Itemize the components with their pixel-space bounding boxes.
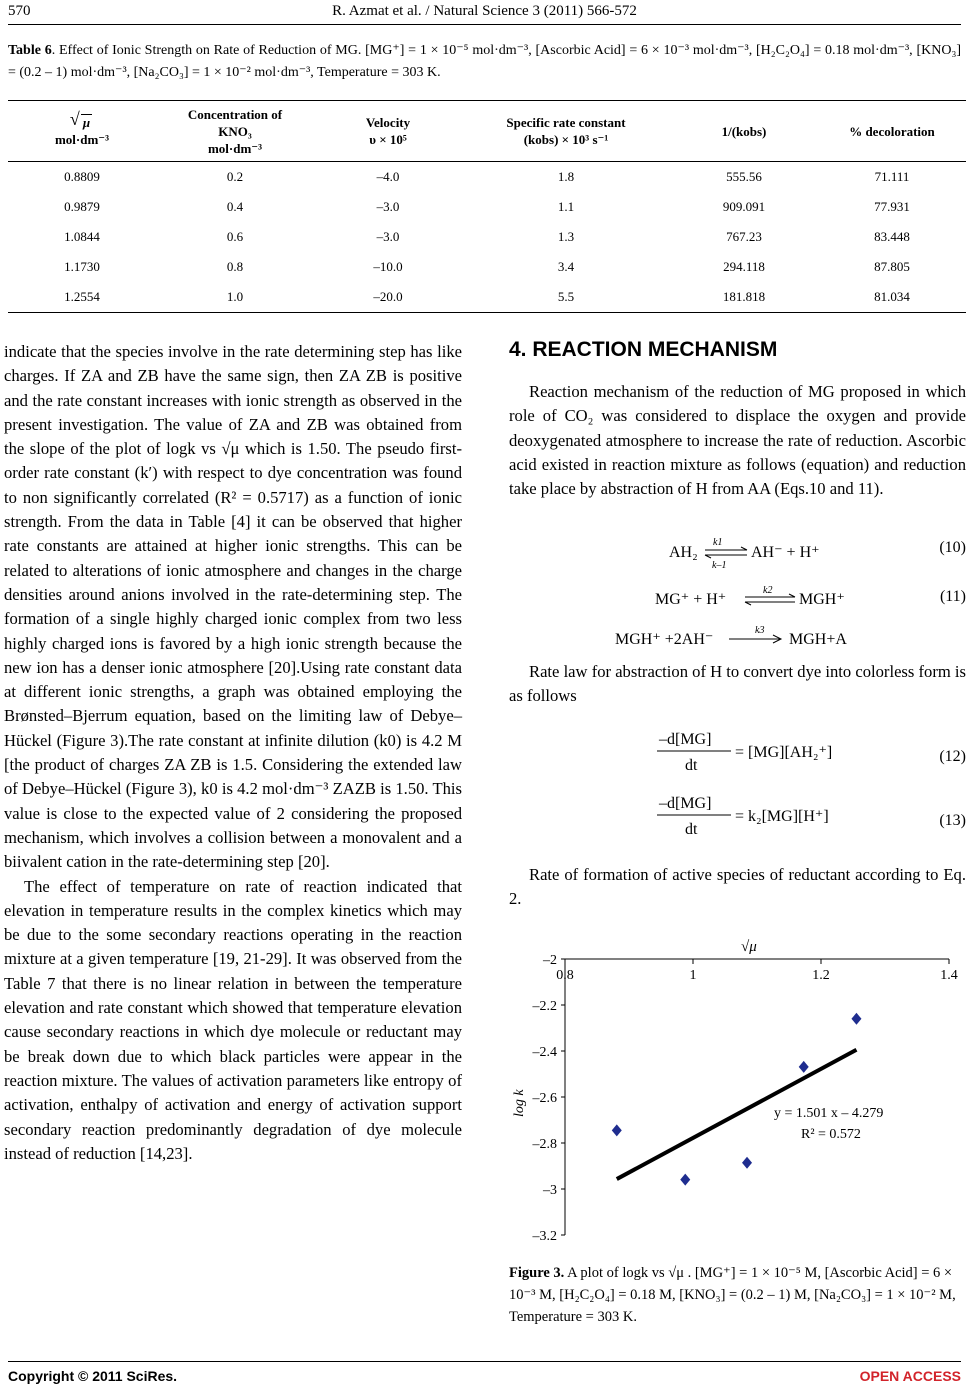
col-kno3: Concentration of KNO₃ mol·dm⁻³ xyxy=(156,101,314,162)
equation-12: –d[MG] dt = [MG][AH₂⁺] (12) xyxy=(659,731,966,774)
copyright: Copyright © 2011 SciRes. xyxy=(8,1368,178,1384)
page-header xyxy=(8,0,961,24)
table-caption-label: Table 6 xyxy=(8,43,52,58)
table-cell: 1.0844 xyxy=(64,229,100,244)
table-cell: 0.6 xyxy=(226,229,244,244)
data-point xyxy=(680,1174,690,1186)
table-row xyxy=(8,252,966,282)
table-cell: 83.448 xyxy=(874,229,910,244)
data-point xyxy=(851,1013,861,1025)
y-tick-label: –2.2 xyxy=(532,999,557,1014)
table-cell: –3.0 xyxy=(376,229,400,244)
section-paragraph-3: Rate of formation of active species of reductant according to Eq. 2. xyxy=(509,865,966,909)
table-caption xyxy=(8,40,961,84)
y-tick-label: –2.6 xyxy=(532,1091,557,1106)
table-row xyxy=(8,192,966,222)
table-cell: 181.818 xyxy=(670,282,818,313)
table-cell: 0.8809 xyxy=(64,169,100,184)
col-rate-constant: Specific rate constant (kobs) × 10³ s⁻¹ xyxy=(462,101,670,162)
figure-3-caption xyxy=(509,1262,966,1328)
svg-text:dt: dt xyxy=(685,757,698,774)
left-column xyxy=(4,340,462,1166)
y-tick-label: –2.8 xyxy=(532,1137,557,1152)
svg-text:MGH⁺ +2AH⁻: MGH⁺ +2AH⁻ xyxy=(615,631,714,648)
table-cell: 767.23 xyxy=(726,229,762,244)
table-header-row xyxy=(8,101,966,162)
svg-text:dt: dt xyxy=(685,821,698,838)
figure-3-text: A plot of logk vs √μ . [MG⁺] = 1 × 10⁻⁵ M, [Ascorbic Acid] = 6 × 10⁻³ M, [H₂C₂O₄] = 0.18 M, [KNO₃] = (0.2 – 1) M, [Na₂CO₃] = 1 × 10⁻² M, Temperature = 303 K. xyxy=(509,1265,956,1325)
x-tick-label: 1 xyxy=(689,968,697,983)
table-row xyxy=(8,162,966,193)
section-title: 4. REACTION MECHANISM xyxy=(509,338,778,361)
y-tick-label: –3 xyxy=(543,1183,557,1198)
col-decoloration: % decoloration xyxy=(818,101,966,162)
table-cell: 0.8 xyxy=(226,259,244,274)
x-tick-label: 1.4 xyxy=(940,968,958,983)
equation-13: –d[MG] dt = k₂[MG][H⁺] (13) xyxy=(659,795,966,838)
top-axis-label: √μ xyxy=(741,939,757,955)
table-cell: 3.4 xyxy=(557,259,575,274)
section-paragraph-2: Rate law for abstraction of H to convert dye into colorless form is as follows xyxy=(509,662,966,706)
table-cell: –20.0 xyxy=(314,282,462,313)
table-cell: 87.805 xyxy=(874,259,910,274)
svg-text:k1: k1 xyxy=(713,537,723,548)
table-cell: –3.0 xyxy=(376,199,400,214)
table-cell: 0.4 xyxy=(226,199,244,214)
svg-text:k2: k2 xyxy=(763,585,773,596)
page-number: 570 xyxy=(8,3,31,19)
y-tick-label: –2.4 xyxy=(532,1045,557,1060)
svg-text:MGH⁺: MGH⁺ xyxy=(799,591,845,608)
journal-citation: R. Azmat et al. / Natural Science 3 (2011) 566-572 xyxy=(332,3,637,19)
table-cell: 1.1730 xyxy=(64,259,100,274)
svg-text:= k₂[MG][H⁺]: = k₂[MG][H⁺] xyxy=(735,808,829,825)
y-tick-label: –3.2 xyxy=(532,1229,557,1244)
svg-text:= [MG][AH₂⁺]: = [MG][AH₂⁺] xyxy=(735,744,833,761)
svg-text:MGH+A: MGH+A xyxy=(789,631,847,648)
x-tick-label: 0.8 xyxy=(556,968,574,983)
data-point xyxy=(799,1061,809,1073)
table-row xyxy=(8,222,966,252)
data-point xyxy=(742,1157,752,1169)
svg-text:MG⁺ + H⁺: MG⁺ + H⁺ xyxy=(655,591,727,608)
left-paragraph-2: The effect of temperature on rate of reaction indicated that elevation in temperature results in the complex kinetics which may be due to the some secondary reactions operating in the reaction mixture at a given temperature [19, 21-29]. It was observed from the Table 7 that there is no linear relation in between the temperature elevation and rate constant which showed that temperature elevation cause secondary reactions in which dye molecule or reductant may be break down due to which black particles were appear in the reaction mixture. The values of activation parameters like entropy of activation, enthalpy of activation and energy of activation support secondary reaction predominantly degradation of dye molecule instead of reduction [14,23]. xyxy=(4,876,462,1163)
table-cell: 1.2554 xyxy=(8,282,156,313)
table-cell: 1.1 xyxy=(557,199,575,214)
open-access-label: OPEN ACCESS xyxy=(859,1368,961,1384)
table-cell: 294.118 xyxy=(723,259,765,274)
equation-11b xyxy=(509,624,966,652)
figure-3-label: Figure 3. xyxy=(509,1265,565,1281)
figure-3-chart xyxy=(509,935,966,1255)
x-tick-label: 1.2 xyxy=(812,968,830,983)
y-axis-label: log k xyxy=(512,1089,527,1117)
table-cell: –4.0 xyxy=(376,169,400,184)
table-cell: 81.034 xyxy=(818,282,966,313)
svg-text:–d[MG]: –d[MG] xyxy=(659,795,712,812)
table-cell: 555.56 xyxy=(726,169,762,184)
svg-text:–d[MG]: –d[MG] xyxy=(659,731,712,748)
table-cell: 5.5 xyxy=(462,282,670,313)
equation-11: MG⁺ + H⁺ k2 MGH⁺ (11) xyxy=(655,585,966,608)
col-sqrt-mu: √ μ mol·dm⁻³ xyxy=(8,101,156,162)
table-caption-text: . Effect of Ionic Strength on Rate of Reduction of MG. [MG⁺] = 1 × 10⁻⁵ mol·dm⁻³, [Ascorbic Acid] = 6 × 10⁻³ mol·dm⁻³, [H₂C₂O₄] = 0.18 mol·dm⁻³, [KNO₃] = (0.2 – 1) mol·dm⁻³, [Na₂CO₃] = 1 × 10⁻² mol·dm⁻³, Temperature = 303 K. xyxy=(8,43,961,80)
left-paragraph-1: indicate that the species involve in the rate determining step has like charges. If ZA and ZB have the same sign, then ZA ZB is positive and the rate constant increases with ionic strength as observed in the present investigation. The value of ZA and ZB was obtained from the slope of the plot of logk vs √μ which is 1.50. The pseudo first-order rate constant (k′) with respect to dye concentration was found to non significantly correlated (R² = 0.5717) as a function of ionic strength. From the data in Table [4] it can be observed that higher rate constants are attained at higher ionic strengths. This can be related to alterations of ionic atmosphere and changes in the charge densities around anions involved in the rate-determining step. The formation of a single highly charged ionic complex from two less highly charged ions is favored by a high ionic strength because the new ion has a denser ionic atmosphere [20].Using rate constant data at different ionic strengths, a graph was obtained employing the Brønsted–Bjerrum equation, based on the limiting law of Debye–Hückel (Figure 3).The rate constant at infinite dilution (k0) is 4.2 M [the product of charges ZA ZB is 1.5. Considering the extended law of Debye–Hückel (Figure 3), k0 is 4.2 mol·dm⁻³ ZAZB is 1.50. This value is close to the expected value of 2 considering the proposed mechanism, which involves a collision between a monovalent and a biivalent cation in the rate-determining step [20]. xyxy=(4,342,462,872)
trendline-r2: R² = 0.572 xyxy=(801,1127,861,1142)
svg-text:k3: k3 xyxy=(755,625,765,636)
y-tick-label: –2 xyxy=(543,953,557,968)
header-rule xyxy=(8,24,961,25)
col-inverse-k: 1/(kobs) xyxy=(670,101,818,162)
table-cell: 1.8 xyxy=(557,169,575,184)
section-paragraph-1: Reaction mechanism of the reduction of MG proposed in which role of CO₂ was considered to displace the oxygen and provide deoxygenated atmosphere to increase the rate of reduction. Ascorbic acid existed in reaction mixture as follows (equation) and reduction take place by abstraction of H from AA (Eqs.10 and 11). xyxy=(509,382,966,499)
table-cell: –10.0 xyxy=(373,259,403,274)
table-6 xyxy=(8,100,966,313)
data-point xyxy=(612,1124,622,1136)
trendline-equation: y = 1.501 x – 4.279 xyxy=(774,1106,884,1121)
table-cell: 0.9879 xyxy=(64,199,100,214)
svg-text:k–1: k–1 xyxy=(712,560,727,571)
equation-10: AH₂ k1 k–1 AH⁻ + H⁺ (10) xyxy=(669,537,966,571)
svg-text:AH₂: AH₂ xyxy=(669,544,698,561)
col-velocity: Velocity υ × 10⁵ xyxy=(314,101,462,162)
table-cell: 1.0 xyxy=(156,282,314,313)
page-footer xyxy=(8,1361,961,1384)
table-row xyxy=(8,282,966,313)
table-cell: 909.091 xyxy=(722,199,766,214)
table-cell: 1.3 xyxy=(557,229,575,244)
svg-text:AH⁻ + H⁺: AH⁻ + H⁺ xyxy=(751,544,820,561)
table-cell: 0.2 xyxy=(226,169,244,184)
table-cell: 71.111 xyxy=(874,169,910,184)
table-cell: 77.931 xyxy=(874,199,910,214)
